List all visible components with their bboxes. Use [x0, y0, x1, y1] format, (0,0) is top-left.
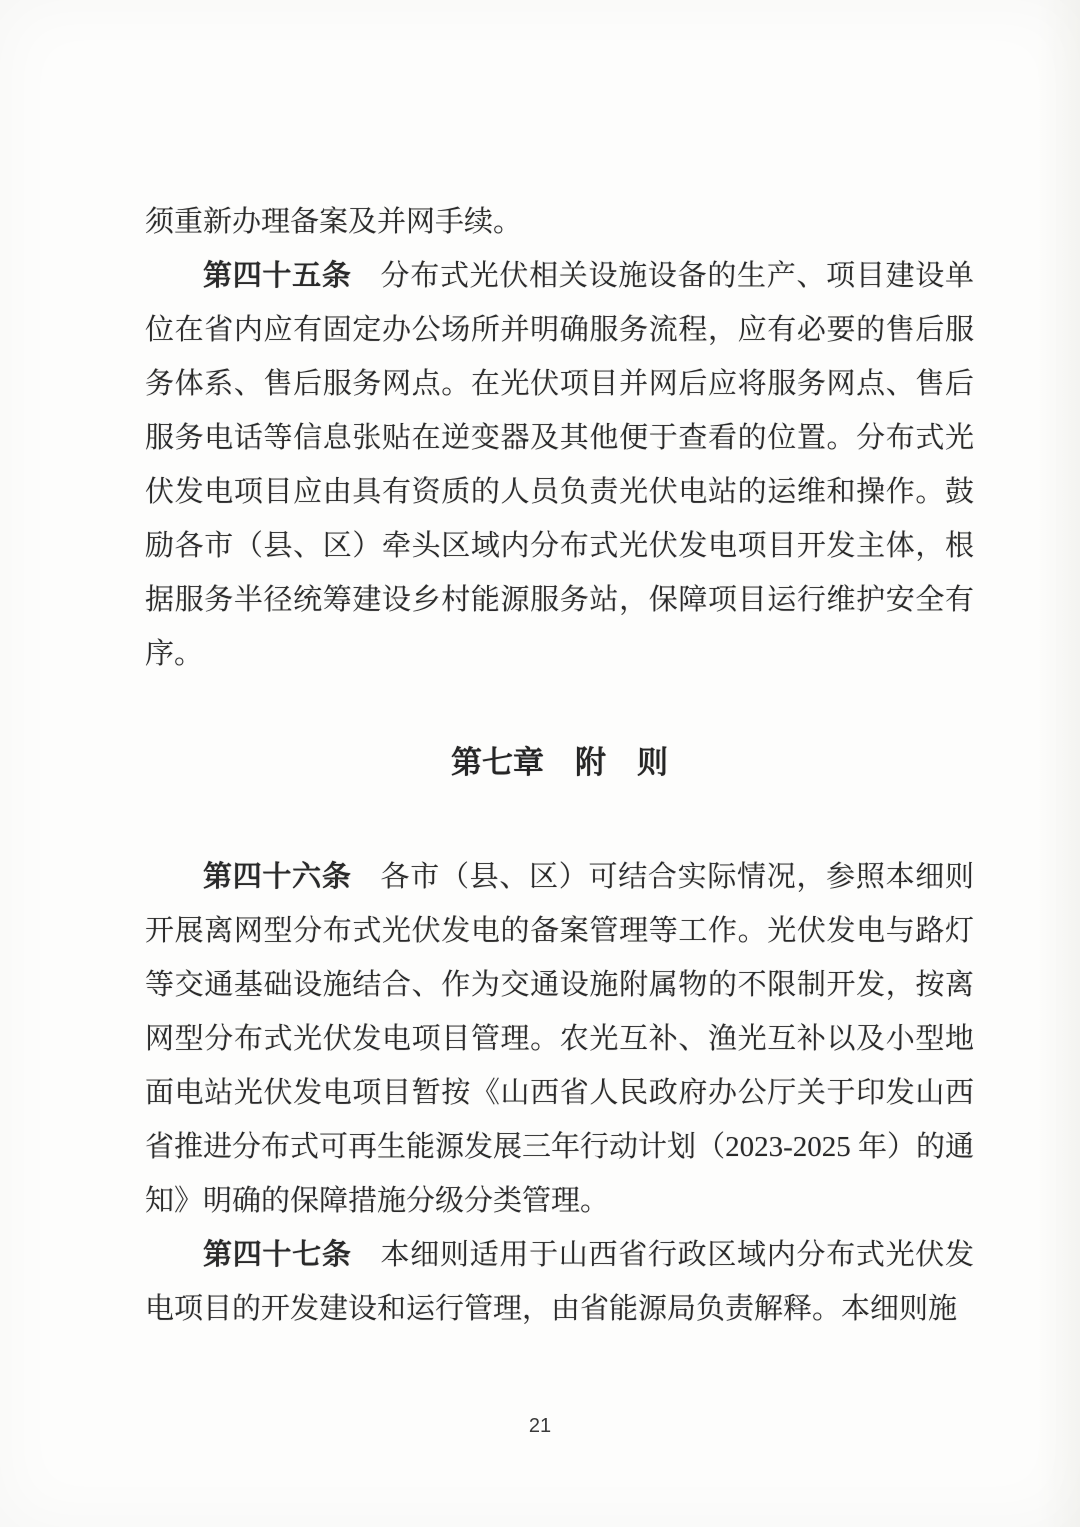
- article-47-paragraph: [145, 1228, 974, 1336]
- article-47-body: 本细则适用于山西省行政区域内分布式光伏发电项目的开发建设和运行管理，由省能源局负责解释。本细则施: [145, 1239, 974, 1325]
- chapter-heading: 第七章 附 则: [451, 745, 668, 780]
- article-47-number: 第四十七条: [203, 1239, 352, 1271]
- article-45-number: 第四十五条: [203, 260, 352, 292]
- article-46-number: 第四十六条: [203, 861, 352, 893]
- article-46-paragraph: [145, 850, 974, 1228]
- article-46-body: 各市（县、区）可结合实际情况，参照本细则开展离网型分布式光伏发电的备案管理等工作。光伏发电与路灯等交通基础设施结合、作为交通设施附属物的不限制开发，按离网型分布式光伏发电项目管理。农光互补、渔光互补以及小型地面电站光伏发电项目暂按《山西省人民政府办公厅关于印发山西省推进分布式可再生能源发展三年行动计划（2023-2025 年）的通知》明确的保障措施分级分类管理。: [145, 861, 974, 1217]
- document-text: [145, 195, 974, 1336]
- page-number: 21: [528, 1415, 552, 1437]
- article-45-body: 分布式光伏相关设施设备的生产、项目建设单位在省内应有固定办公场所并明确服务流程，应有必要的售后服务体系、售后服务网点。在光伏项目并网后应将服务网点、售后服务电话等信息张贴在逆变器及其他便于查看的位置。分布式光伏发电项目应由具有资质的人员负责光伏电站的运维和操作。鼓励各市（县、区）牵头区域内分布式光伏发电项目开发主体，根据服务半径统筹建设乡村能源服务站，保障项目运行维护安全有序。: [145, 260, 974, 670]
- paragraph-continuation: 须重新办理备案及并网手续。: [145, 206, 523, 238]
- article-45-paragraph: [145, 249, 974, 681]
